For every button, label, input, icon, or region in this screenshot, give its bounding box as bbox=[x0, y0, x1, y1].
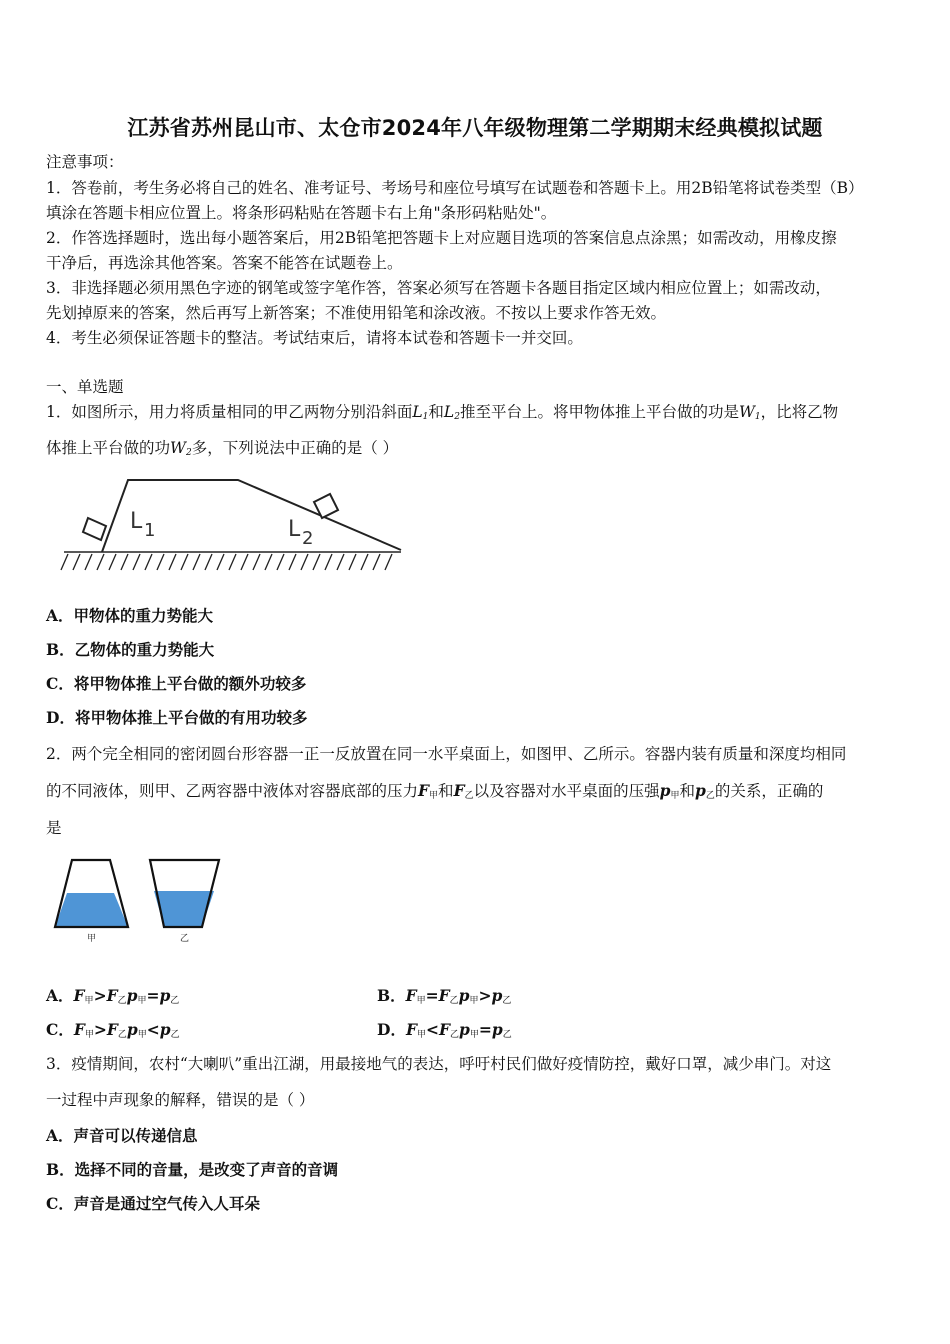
q3-stem-line1: 3．疫情期间，农村“大喇叭”重出江湖，用最接地气的表达，呼吁村民们做好疫情防控，戴好口罩，减少串门。对这 bbox=[46, 1055, 832, 1073]
q2-stem-line3: 是 bbox=[46, 819, 62, 837]
var-W1: $W_1$ bbox=[738, 403, 761, 422]
section-heading: 一、单选题 bbox=[46, 378, 124, 396]
containers-figure bbox=[52, 855, 227, 947]
notice-line: 4．考生必须保证答题卡的整洁。考试结束后，请将本试卷和答题卡一并交回。 bbox=[46, 329, 583, 347]
q2-stem-line1: 2．两个完全相同的密闭圆台形容器一正一反放置在同一水平桌面上，如图甲、乙所示。容器内装有质量和深度均相同 bbox=[46, 745, 847, 763]
notice-heading: 注意事项： bbox=[46, 153, 124, 171]
q2-option-b[interactable]: B．$F_甲=F_乙p_甲>p_乙$ bbox=[377, 986, 512, 1006]
q2-stem-line2: 的不同液体，则甲、乙两容器中液体对容器底部的压力$F_甲$和$F_乙$以及容器对水平桌面的压强$p_甲$和$p_乙$的关系，正确的 bbox=[46, 781, 824, 801]
label-L2-sub: 2 bbox=[302, 528, 314, 549]
q1-stem-line2: 体推上平台做的功$W_2$多，下列说法中正确的是（ ） bbox=[46, 439, 399, 458]
q1-stem-line1: 1．如图所示，用力将质量相同的甲乙两物分别沿斜面$L_1$和$L_2$推至平台上。将甲物体推上平台做的功是$W_1$，比将乙物 bbox=[46, 403, 839, 422]
notice-line: 3．非选择题必须用黑色字迹的钢笔或签字笔作答，答案必须写在答题卡各题目指定区域内相应位置上；如需改动， bbox=[46, 279, 831, 297]
page-title: 江苏省苏州昆山市、太仓市2024年八年级物理第二学期期末经典模拟试题 bbox=[127, 116, 823, 140]
q2-option-d[interactable]: D．$F_甲<F_乙p_甲=p_乙$ bbox=[377, 1020, 512, 1040]
q1-option-d[interactable]: D．将甲物体推上平台做的有用功较多 bbox=[46, 708, 308, 727]
q1-option-a[interactable]: A．甲物体的重力势能大 bbox=[46, 606, 214, 625]
incline-figure bbox=[56, 470, 406, 580]
q3-stem-line2: 一过程中声现象的解释，错误的是（ ） bbox=[46, 1091, 315, 1109]
platform-outline bbox=[102, 480, 401, 552]
var-L1: $L_1$ bbox=[412, 403, 429, 422]
q2-option-a[interactable]: A．$F_甲>F_乙p_甲=p_乙$ bbox=[46, 986, 180, 1006]
var-W2: $W_2$ bbox=[170, 439, 192, 458]
label-jia: 甲 bbox=[87, 934, 97, 944]
notice-line: 2．作答选择题时，选出每小题答案后，用2B铅笔把答题卡上对应题目选项的答案信息点涂黑；如需改动，用橡皮擦 bbox=[46, 229, 837, 247]
label-L1-sub: 1 bbox=[144, 520, 156, 541]
q3-option-b[interactable]: B．选择不同的音量，是改变了声音的音调 bbox=[46, 1160, 339, 1179]
notice-line: 填涂在答题卡相应位置上。将条形码粘贴在答题卡右上角"条形码粘贴处"。 bbox=[46, 204, 557, 222]
q3-option-c[interactable]: C．声音是通过空气传入人耳朵 bbox=[46, 1194, 260, 1213]
notice-line: 干净后，再选涂其他答案。答案不能答在试题卷上。 bbox=[46, 254, 403, 272]
ground-hatching bbox=[61, 554, 392, 570]
label-L2: L bbox=[288, 517, 301, 542]
q1-option-c[interactable]: C．将甲物体推上平台做的额外功较多 bbox=[46, 674, 307, 693]
notice-line: 先划掉原来的答案，然后再写上新答案；不准使用铅笔和涂改液。不按以上要求作答无效。 bbox=[46, 304, 667, 322]
liquid-jia bbox=[55, 893, 128, 927]
label-yi: 乙 bbox=[180, 934, 190, 944]
label-L1: L bbox=[130, 509, 143, 534]
notice-line: 1．答卷前，考生务必将自己的姓名、准考证号、考场号和座位号填写在试题卷和答题卡上。用2B铅笔将试卷类型（B） bbox=[46, 179, 864, 197]
q2-option-c[interactable]: C．$F_甲>F_乙p_甲<p_乙$ bbox=[46, 1020, 180, 1040]
q1-option-b[interactable]: B．乙物体的重力势能大 bbox=[46, 640, 215, 659]
q3-option-a[interactable]: A．声音可以传递信息 bbox=[46, 1126, 198, 1145]
block-jia bbox=[83, 518, 106, 540]
var-L2: $L_2$ bbox=[443, 403, 460, 422]
